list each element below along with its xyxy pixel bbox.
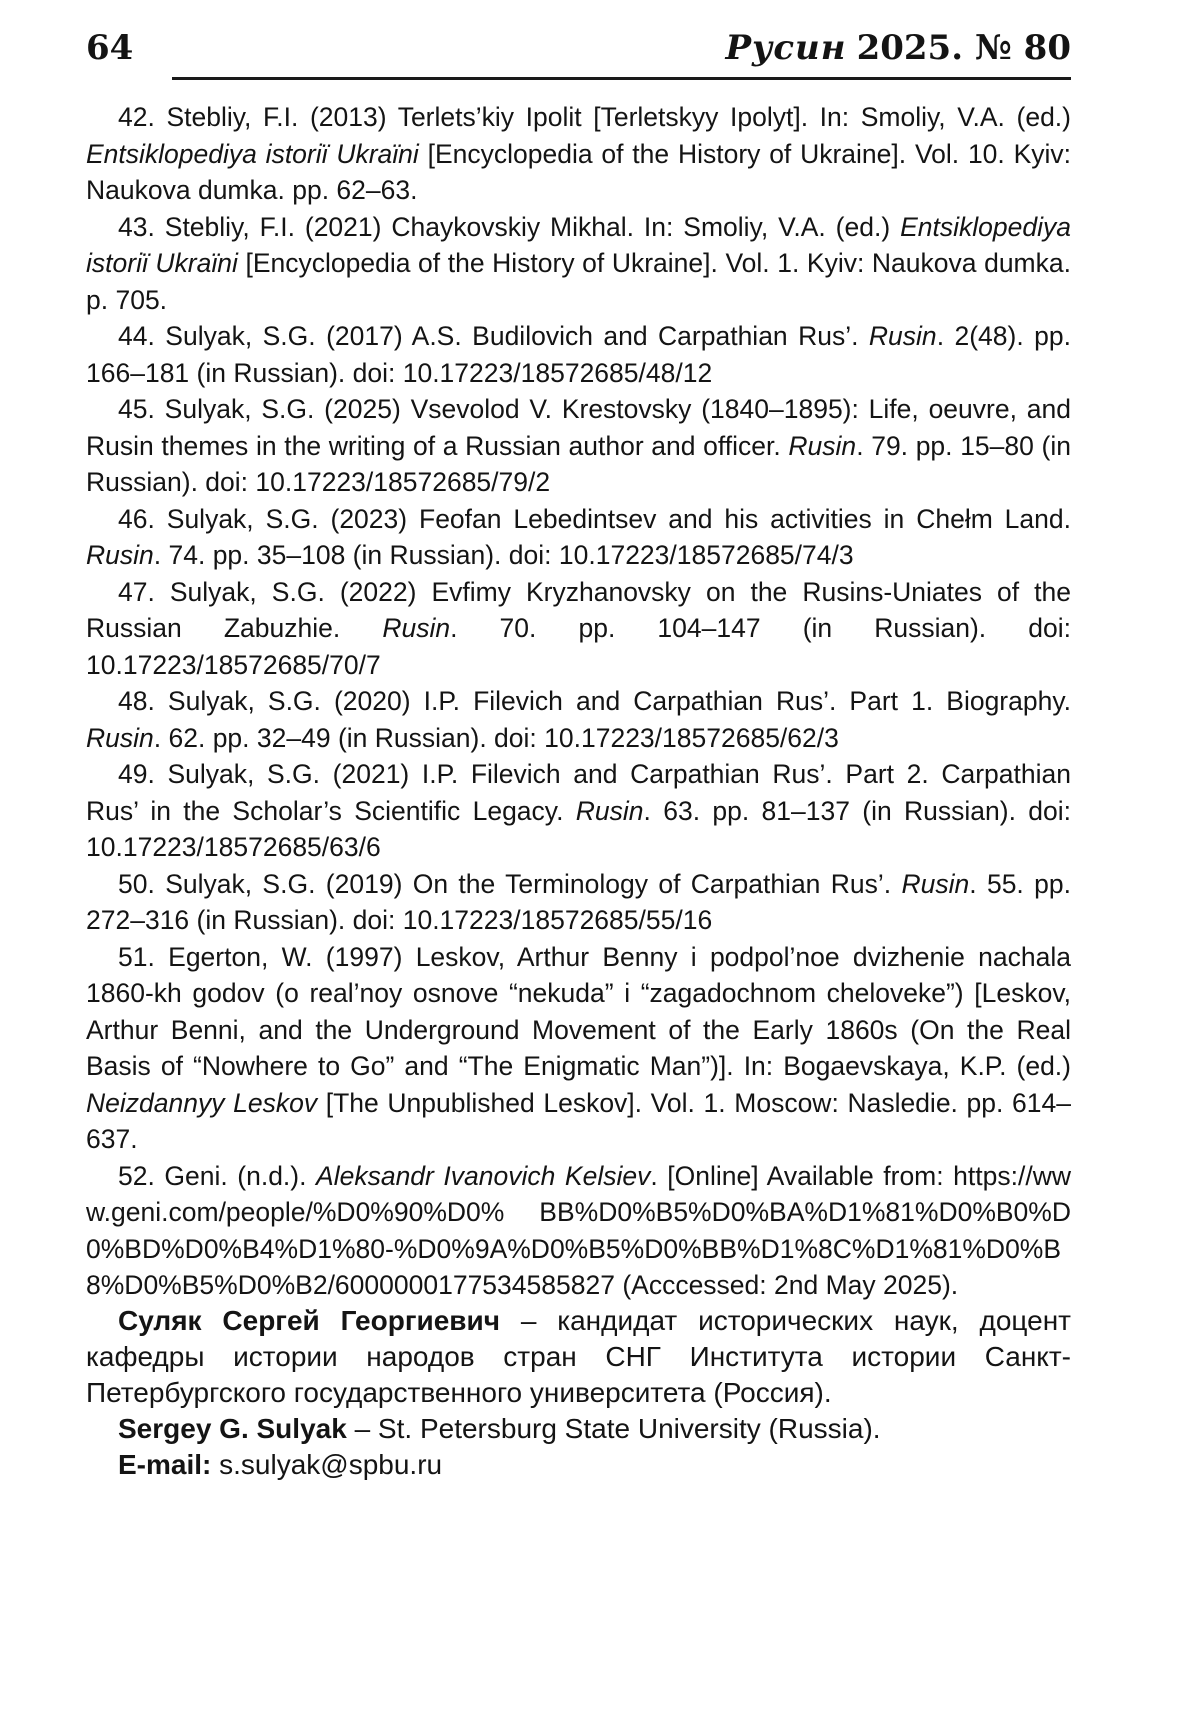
reference-title-italic: Rusin	[868, 321, 937, 351]
author-name-ru: Суляк Сергей Георгиевич	[118, 1305, 500, 1336]
reference-text-end: . 55. pp. 272–316 (in Russian). doi: 10.17223/18572685/55/16	[86, 868, 1071, 935]
reference-number: 49.	[118, 759, 155, 789]
journal-name: Русин	[725, 28, 847, 68]
author-name-en: Sergey G. Sulyak	[118, 1413, 347, 1444]
reference-text: Sulyak, S.G. (2025) Vsevolod V. Krestovsky (1840–1895): Life, oeuvre, and Rusin themes in the writing of a Russian author and officer.	[86, 394, 1071, 461]
reference-title-italic: Aleksandr Ivanovich Kelsiev	[316, 1160, 651, 1191]
page-number: 64	[86, 28, 134, 68]
reference-text: Sulyak, S.G. (2022) Evfimy Kryzhanovsky on the Rusins-Uniates of the Russian Zabuzhie.	[86, 576, 1071, 643]
email-address: s.sulyak@spbu.ru	[211, 1449, 443, 1480]
reference-51	[86, 939, 1071, 1158]
reference-text-end: . 70. pp. 104–147 (in Russian). doi: 10.17223/18572685/70/7	[86, 613, 1071, 680]
reference-title-italic: Entsiklopediya istoriї Ukraїni	[86, 138, 419, 169]
reference-text: Sulyak, S.G. (2023) Feofan Lebedintsev and his activities in Chełm Land.	[166, 503, 1071, 534]
reference-number: 43.	[118, 211, 155, 242]
reference-text-end: . 74. pp. 35–108 (in Russian). doi: 10.17223/18572685/74/3	[153, 540, 854, 570]
reference-52	[86, 1158, 1071, 1304]
reference-title-italic: Rusin	[575, 795, 644, 826]
reference-48	[86, 683, 1071, 756]
reference-title-italic: Rusin	[788, 430, 857, 461]
reference-number: 42.	[118, 102, 155, 132]
reference-text: Sulyak, S.G. (2017) A.S. Budilovich and Carpathian Rus’.	[165, 321, 859, 351]
reference-49	[86, 756, 1071, 866]
reference-text: Geni. (n.d.).	[164, 1160, 307, 1191]
reference-text-end: [Encyclopedia of the History of Ukraine]. Vol. 1. Kyiv: Naukova dumka. p. 705.	[86, 248, 1071, 315]
author-info-en	[86, 1411, 1071, 1447]
reference-text: Stebliy, F.I. (2021) Chaykovskiy Mikhal. In: Smoliy, V.A. (ed.)	[164, 211, 891, 242]
reference-text-end: [The Unpublished Leskov]. Vol. 1. Moscow: Nasledie. pp. 614–637.	[86, 1087, 1071, 1154]
author-email-line	[86, 1447, 1071, 1483]
reference-list	[86, 99, 1071, 1304]
reference-text-end: [Encyclopedia of the History of Ukraine]. Vol. 10. Kyiv: Naukova dumka. pp. 62–63.	[86, 138, 1072, 205]
author-affiliation-en: – St. Petersburg State University (Russia).	[346, 1413, 881, 1444]
author-info	[86, 1303, 1071, 1483]
reference-text-end: . 79. pp. 15–80 (in Russian). doi: 10.17223/18572685/79/2	[86, 430, 1071, 497]
reference-number: 50.	[118, 868, 155, 899]
reference-text: Sulyak, S.G. (2019) On the Terminology of Carpathian Rus’.	[165, 868, 892, 899]
reference-45	[86, 391, 1071, 501]
reference-title-italic: Neizdannyy Leskov	[86, 1087, 318, 1118]
reference-number: 44.	[118, 321, 155, 351]
reference-43	[86, 209, 1071, 319]
reference-text: Egerton, W. (1997) Leskov, Arthur Benny i podpol’noe dvizhenie nachala 1860-kh godov (o real’noy osnove “nekuda” i “zagadochnom cheloveke”) [Leskov, Arthur Benni, and the Underground Movement of the Early 1860s (On the Real Basis of “Nowhere to Go” and “The Enigmatic Man”)]. In: Bogaevskaya, K.P. (ed.)	[86, 941, 1071, 1081]
author-info-ru	[86, 1303, 1071, 1411]
reference-number: 46.	[118, 503, 155, 534]
reference-url-text: . [Online] Available from: https://www.geni.com/people/%D0%90%D0% BB%D0%B5%D0%BA%D1%81%D0%B0%D0%BD%D0%B4%D1%80-%D0%9A%D0%B5%D0%BB%D1%8C%D1%81%D0%B8%D0%B5%D0%B2/6000000177534585827 (Acccessed: 2nd May 2025).	[86, 1160, 1071, 1300]
email-label: E-mail:	[118, 1449, 212, 1480]
reference-title-italic: Rusin	[86, 540, 154, 570]
reference-title-italic: Rusin	[86, 722, 154, 753]
reference-text-end: . 62. pp. 32–49 (in Russian). doi: 10.17223/18572685/62/3	[153, 722, 839, 753]
reference-title-italic: Entsiklopediya istoriї Ukraїni	[86, 211, 1071, 278]
reference-47	[86, 574, 1071, 684]
journal-issue: 2025. № 80	[856, 28, 1071, 68]
header-rule	[172, 77, 1071, 80]
reference-title-italic: Rusin	[901, 868, 970, 899]
reference-text: Stebliy, F.I. (2013) Terlets’kiy Ipolit [Terletskyy Ipolyt]. In: Smoliy, V.A. (ed.)	[166, 102, 1071, 132]
reference-number: 48.	[118, 686, 155, 716]
reference-number: 45.	[118, 394, 155, 424]
reference-text-end: . 63. pp. 81–137 (in Russian). doi: 10.17223/18572685/63/6	[86, 795, 1072, 862]
author-affiliation-ru: – кандидат исторических наук, доцент кафедры истории народов стран СНГ Института истории Санкт-Петербургского государственного университета (Россия).	[86, 1305, 1071, 1408]
reference-text-end: . 2(48). pp. 166–181 (in Russian). doi: 10.17223/18572685/48/12	[86, 321, 1071, 388]
reference-46	[86, 501, 1071, 574]
reference-50	[86, 866, 1071, 939]
reference-44	[86, 318, 1071, 391]
reference-title-italic: Rusin	[382, 613, 451, 643]
reference-42	[86, 99, 1071, 209]
reference-number: 47.	[118, 576, 155, 607]
reference-number: 51.	[118, 941, 155, 972]
journal-title	[725, 26, 1071, 70]
running-header	[86, 22, 1071, 78]
reference-text: Sulyak, S.G. (2020) I.P. Filevich and Carpathian Rus’. Part 1. Biography.	[167, 686, 1071, 716]
reference-number: 52.	[118, 1160, 155, 1191]
reference-text: Sulyak, S.G. (2021) I.P. Filevich and Carpathian Rus’. Part 2. Carpathian Rus’ in the Scholar’s Scientific Legacy.	[86, 759, 1071, 826]
